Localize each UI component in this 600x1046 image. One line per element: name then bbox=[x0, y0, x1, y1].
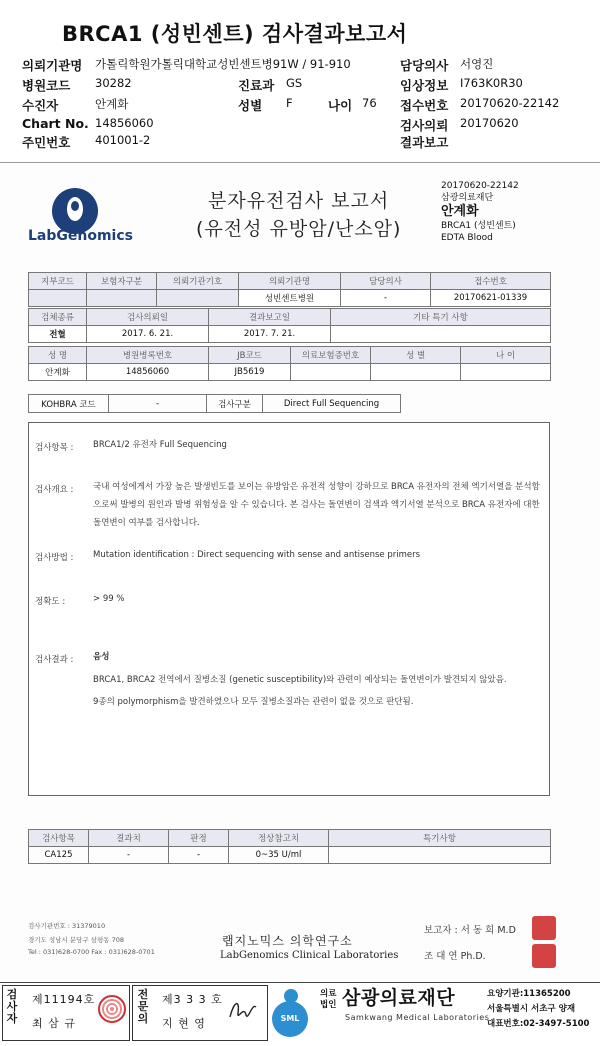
value-hospital-code: 30282 bbox=[95, 76, 132, 90]
table-row bbox=[29, 830, 551, 847]
value-department: GS bbox=[286, 76, 303, 90]
table-row bbox=[29, 326, 551, 343]
sheet-title: 분자유전검사 보고서 bbox=[208, 190, 390, 212]
examiner-name: 최 삼 규 bbox=[32, 1017, 76, 1030]
value-clinical-info: I763K0R30 bbox=[460, 76, 523, 90]
info-grid-row1 bbox=[28, 272, 551, 307]
grid-header: 성 별 bbox=[371, 347, 461, 364]
corp-name-en: Samkwang Medical Laboratories bbox=[345, 1013, 490, 1022]
foot-lab-name-ko: 랩지노믹스 의학연구소 bbox=[222, 934, 353, 948]
foot-lab-name-en: LabGenomics Clinical Laboratories bbox=[220, 950, 399, 961]
grid-cell: 안계화 bbox=[29, 364, 87, 381]
examiner-seal-icon bbox=[98, 995, 126, 1023]
info-grid-row3 bbox=[28, 346, 551, 381]
label-result: 검사결과 : bbox=[35, 655, 74, 665]
table-header: 정상참고치 bbox=[229, 830, 329, 847]
value-method: Mutation identification : Direct sequencing with sense and antisense primers bbox=[93, 550, 421, 560]
value-id-number: 401001-2 bbox=[95, 133, 151, 147]
grid-header: 검체종류 bbox=[29, 309, 87, 326]
value-age: 76 bbox=[362, 96, 377, 110]
table-header: 특기사항 bbox=[329, 830, 551, 847]
specialist-name: 지 현 영 bbox=[162, 1017, 206, 1030]
grid-header: 병원병록번호 bbox=[87, 347, 209, 364]
label-id-number: 주민번호 bbox=[22, 135, 71, 150]
value-chart-no: 14856060 bbox=[95, 116, 154, 130]
label-chart-no: Chart No. bbox=[22, 116, 89, 131]
stamp-test: BRCA1 (성빈센트) bbox=[441, 221, 516, 231]
stamp-org: 삼광의료재단 bbox=[441, 193, 494, 203]
label-result-report: 결과보고 bbox=[400, 135, 449, 150]
signature-icon bbox=[226, 995, 260, 1025]
foot-phone: Tel : 031)628-0700 Fax : 031)628-0701 bbox=[28, 948, 155, 956]
corp-address: 서울특별시 서초구 양재 bbox=[487, 1004, 576, 1014]
table-cell: - bbox=[169, 847, 229, 864]
label-patient: 수진자 bbox=[22, 98, 59, 113]
stamp-patient: 안계화 bbox=[441, 204, 479, 219]
foot-address: 경기도 성남시 분당구 삼평동 708 bbox=[28, 936, 125, 944]
label-accuracy: 정확도 : bbox=[35, 597, 66, 607]
examiner-vertical-label: 검사자 bbox=[6, 988, 18, 1025]
grid-header: 나 이 bbox=[461, 347, 551, 364]
table-header: 판정 bbox=[169, 830, 229, 847]
grid-cell: 2017. 7. 21. bbox=[209, 326, 331, 343]
label-hospital-code: 병원코드 bbox=[22, 78, 71, 93]
table-row bbox=[29, 847, 551, 864]
grid-cell: - bbox=[341, 290, 431, 307]
label-clinical-info: 임상정보 bbox=[400, 78, 449, 93]
ca125-table bbox=[28, 829, 551, 864]
table-header: 결과치 bbox=[89, 830, 169, 847]
label-test-item: 검사항목 : bbox=[35, 443, 74, 453]
grid-cell bbox=[331, 326, 551, 343]
table-header: 검사항목 bbox=[29, 830, 89, 847]
table-row bbox=[29, 364, 551, 381]
table-cell: 0~35 U/ml bbox=[229, 847, 329, 864]
value-institution: 가톨릭학원가톨릭대학교성빈센트병91W / 91-910 bbox=[95, 57, 351, 71]
corp-institution-no: 요양기관:11365200 bbox=[487, 989, 571, 999]
grid-cell: JB5619 bbox=[209, 364, 291, 381]
corp-type: 의료법인 bbox=[320, 989, 337, 1010]
grid-cell bbox=[87, 290, 157, 307]
label-receipt-no: 접수번호 bbox=[400, 98, 449, 113]
label-doctor: 담당의사 bbox=[400, 58, 449, 73]
header-divider bbox=[0, 162, 600, 163]
table-row bbox=[29, 273, 551, 290]
label-overview: 검사개요 : bbox=[35, 485, 74, 495]
grid-header: 보험자구분 bbox=[87, 273, 157, 290]
grid-header: 의료보험증번호 bbox=[291, 347, 371, 364]
sml-logo-icon bbox=[272, 989, 316, 1033]
kohbra-row bbox=[28, 394, 401, 413]
value-sex: F bbox=[286, 96, 293, 110]
label-age: 나이 bbox=[328, 98, 353, 113]
table-row bbox=[29, 395, 401, 413]
grid-header: 의뢰기관기호 bbox=[157, 273, 239, 290]
value-receipt-no: 20170620-22142 bbox=[460, 96, 560, 110]
kohbra-label: KOHBRA 코드 bbox=[29, 395, 109, 413]
grid-cell bbox=[291, 364, 371, 381]
grid-cell bbox=[29, 290, 87, 307]
examiner-license: 제11194호 bbox=[32, 993, 96, 1006]
specialist-license: 제3 3 3 호 bbox=[162, 993, 223, 1006]
value-test-item: BRCA1/2 유전자 Full Sequencing bbox=[93, 440, 227, 450]
value-doctor: 서영진 bbox=[460, 57, 494, 71]
logo-text: LabGenomics bbox=[28, 228, 133, 244]
grid-cell: 전혈 bbox=[29, 326, 87, 343]
test-type-label: 검사구분 bbox=[207, 395, 263, 413]
label-sex: 성별 bbox=[238, 98, 263, 113]
info-grid-row2 bbox=[28, 308, 551, 343]
footer-signature-strip bbox=[0, 982, 600, 1046]
grid-header: 검사의뢰일 bbox=[87, 309, 209, 326]
table-row bbox=[29, 290, 551, 307]
label-request-date: 검사의뢰 bbox=[400, 118, 449, 133]
stamp-receipt: 20170620-22142 bbox=[441, 181, 519, 191]
value-patient: 안계화 bbox=[95, 97, 129, 111]
corp-name: 삼광의료재단 bbox=[342, 987, 456, 1009]
value-result: 음성 bbox=[93, 652, 110, 662]
grid-cell bbox=[157, 290, 239, 307]
label-method: 검사방법 : bbox=[35, 553, 74, 563]
grid-header: 담당의사 bbox=[341, 273, 431, 290]
table-row bbox=[29, 309, 551, 326]
corp-phone: 대표번호:02-3497-5100 bbox=[487, 1019, 590, 1029]
grid-header: 의뢰기관명 bbox=[239, 273, 341, 290]
grid-cell: 20170621-01339 bbox=[431, 290, 551, 307]
grid-cell: 성빈센트병원 bbox=[239, 290, 341, 307]
result-detail-1: BRCA1, BRCA2 전역에서 질병소질 (genetic susceptibility)와 관련이 예상되는 돌연변이가 발견되지 않았음. bbox=[93, 675, 507, 685]
value-request-date: 20170620 bbox=[460, 116, 519, 130]
kohbra-value: - bbox=[109, 395, 207, 413]
sample-label-stamp bbox=[441, 180, 519, 244]
grid-header: JB코드 bbox=[209, 347, 291, 364]
table-cell: - bbox=[89, 847, 169, 864]
grid-header: 지부코드 bbox=[29, 273, 87, 290]
grid-header: 성 명 bbox=[29, 347, 87, 364]
seal-stamp-icon bbox=[532, 944, 556, 968]
reporter-1: 보고자 : 서 동 희 M.D bbox=[424, 925, 516, 936]
sml-logo-text: SML bbox=[272, 1001, 308, 1037]
grid-header: 기타 특기 사항 bbox=[331, 309, 551, 326]
table-row bbox=[29, 347, 551, 364]
label-institution: 의뢰기관명 bbox=[22, 58, 83, 73]
reporter-2: 조 대 연 Ph.D. bbox=[424, 951, 486, 962]
value-accuracy: > 99 % bbox=[93, 594, 125, 604]
scanned-report-sheet bbox=[0, 164, 600, 982]
report-title: BRCA1 (성빈센트) 검사결과보고서 bbox=[62, 22, 408, 46]
seal-stamp-icon bbox=[532, 916, 556, 940]
specialist-vertical-label: 전문의 bbox=[137, 988, 149, 1025]
results-box bbox=[28, 422, 550, 796]
grid-cell bbox=[371, 364, 461, 381]
result-detail-2: 9종의 polymorphism을 발견하였으나 모두 질병소질과는 관련이 없을 것으로 판단됨. bbox=[93, 697, 414, 707]
value-overview: 국내 여성에게서 가장 높은 발생빈도를 보이는 유방암은 유전적 성향이 강하므로 BRCA 유전자의 전체 엑기서열을 분석함으로써 발병의 원인과 발병 위험성을 알 수 있습니다. 본 검사는 돌연변이 검색과 엑기서열 분석으로 BRCA 유전자에 대한 돌연변이 여부를 검사합니다. bbox=[93, 482, 540, 528]
table-cell bbox=[329, 847, 551, 864]
grid-cell: 2017. 6. 21. bbox=[87, 326, 209, 343]
grid-cell bbox=[461, 364, 551, 381]
label-department: 진료과 bbox=[238, 78, 275, 93]
foot-lab-number: 검사기관번호 : 31379010 bbox=[28, 922, 106, 930]
test-type-value: Direct Full Sequencing bbox=[263, 395, 401, 413]
grid-header: 접수번호 bbox=[431, 273, 551, 290]
stamp-specimen: EDTA Blood bbox=[441, 233, 493, 243]
sheet-subtitle: (유전성 유방암/난소암) bbox=[196, 218, 402, 240]
table-cell: CA125 bbox=[29, 847, 89, 864]
grid-cell: 14856060 bbox=[87, 364, 209, 381]
grid-header: 결과보고일 bbox=[209, 309, 331, 326]
